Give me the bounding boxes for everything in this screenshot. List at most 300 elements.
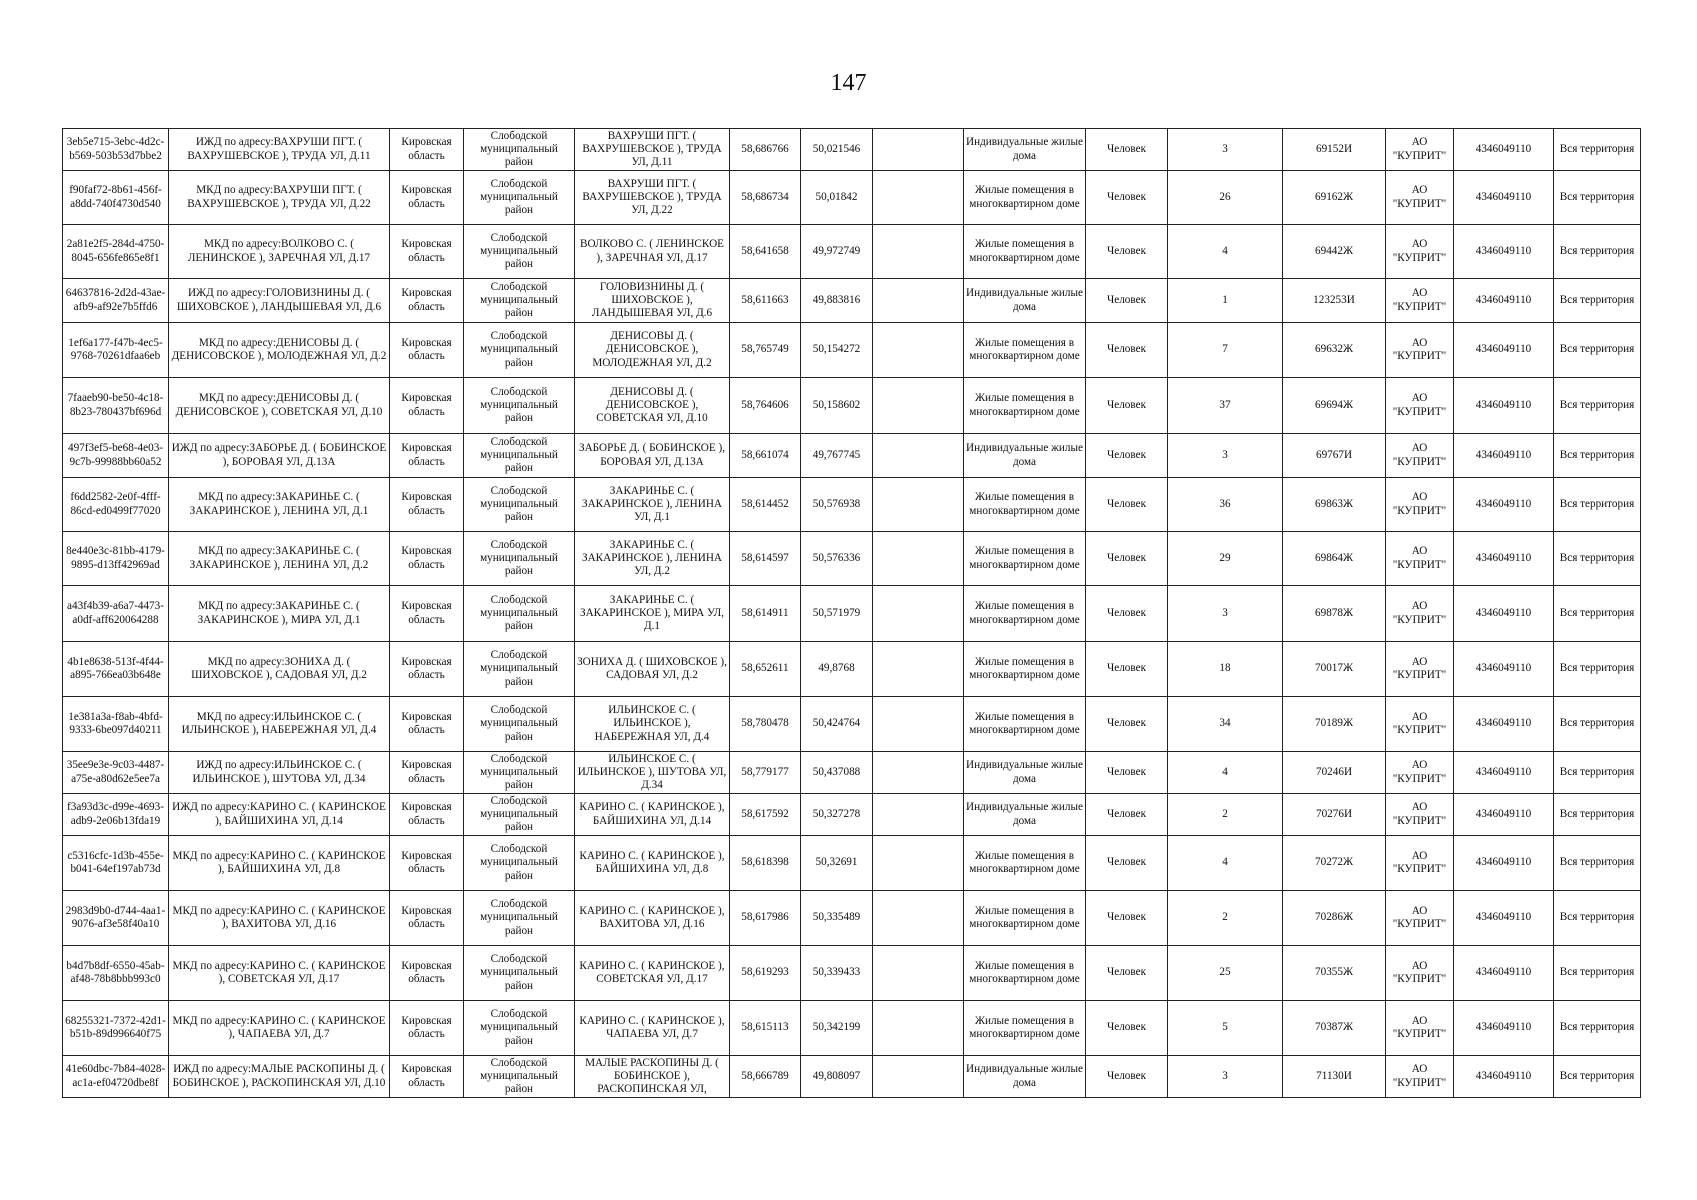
object-name-cell: МКД по адресу:КАРИНО С. ( КАРИНСКОЕ ), БАЙШИХИНА УЛ, Д.8 (169, 836, 390, 891)
district-cell: Слободской муниципальный район (464, 697, 575, 752)
district-cell: Слободской муниципальный район (464, 532, 575, 586)
region-cell: Кировская область (390, 434, 464, 478)
district-cell: Слободской муниципальный район (464, 434, 575, 478)
address-cell: ЗОНИХА Д. ( ШИХОВСКОЕ ), САДОВАЯ УЛ, Д.2 (575, 642, 730, 697)
longitude-cell: 49,883816 (801, 279, 873, 323)
organization-cell: АО "КУПРИТ" (1386, 478, 1454, 532)
longitude-cell: 50,01842 (801, 171, 873, 225)
address-cell: ГОЛОВИЗНИНЫ Д. ( ШИХОВСКОЕ ), ЛАНДЫШЕВАЯ УЛ, Д.6 (575, 279, 730, 323)
empty-cell-cell (873, 1001, 964, 1056)
inn-cell: 4346049110 (1454, 642, 1554, 697)
unit-cell: Человек (1086, 891, 1168, 946)
resident-count-cell: 2 (1168, 891, 1283, 946)
object-code-cell: 70286Ж (1283, 891, 1386, 946)
territory-cell: Вся территория (1554, 1001, 1641, 1056)
unit-cell: Человек (1086, 697, 1168, 752)
unit-cell: Человек (1086, 478, 1168, 532)
housing-type-cell: Индивидуальные жилые дома (964, 279, 1086, 323)
object-code-cell: 71130И (1283, 1056, 1386, 1098)
housing-type-cell: Жилые помещения в многоквартирном доме (964, 478, 1086, 532)
organization-cell: АО "КУПРИТ" (1386, 752, 1454, 794)
longitude-cell: 49,972749 (801, 225, 873, 279)
territory-cell: Вся территория (1554, 752, 1641, 794)
unit-cell: Человек (1086, 279, 1168, 323)
territory-cell: Вся территория (1554, 642, 1641, 697)
empty-cell-cell (873, 794, 964, 836)
object-code-cell: 69864Ж (1283, 532, 1386, 586)
row-id-cell: 8e440e3c-81bb-4179-9895-d13ff42969ad (63, 532, 169, 586)
inn-cell: 4346049110 (1454, 532, 1554, 586)
unit-cell: Человек (1086, 836, 1168, 891)
resident-count-cell: 37 (1168, 378, 1283, 434)
empty-cell-cell (873, 752, 964, 794)
inn-cell: 4346049110 (1454, 891, 1554, 946)
resident-count-cell: 3 (1168, 1056, 1283, 1098)
object-name-cell: МКД по адресу:КАРИНО С. ( КАРИНСКОЕ ), СОВЕТСКАЯ УЛ, Д.17 (169, 946, 390, 1001)
territory-cell: Вся территория (1554, 532, 1641, 586)
latitude-cell: 58,686766 (730, 129, 801, 171)
region-cell: Кировская область (390, 225, 464, 279)
housing-type-cell: Жилые помещения в многоквартирном доме (964, 323, 1086, 378)
unit-cell: Человек (1086, 171, 1168, 225)
longitude-cell: 50,437088 (801, 752, 873, 794)
longitude-cell: 50,342199 (801, 1001, 873, 1056)
object-name-cell: ИЖД по адресу:КАРИНО С. ( КАРИНСКОЕ ), БАЙШИХИНА УЛ, Д.14 (169, 794, 390, 836)
organization-cell: АО "КУПРИТ" (1386, 323, 1454, 378)
object-code-cell: 70017Ж (1283, 642, 1386, 697)
row-id-cell: 35ee9e3e-9c03-4487-a75e-a80d62e5ee7a (63, 752, 169, 794)
inn-cell: 4346049110 (1454, 586, 1554, 642)
organization-cell: АО "КУПРИТ" (1386, 836, 1454, 891)
district-cell: Слободской муниципальный район (464, 378, 575, 434)
object-code-cell: 70272Ж (1283, 836, 1386, 891)
latitude-cell: 58,617592 (730, 794, 801, 836)
resident-count-cell: 36 (1168, 478, 1283, 532)
housing-type-cell: Жилые помещения в многоквартирном доме (964, 378, 1086, 434)
unit-cell: Человек (1086, 1001, 1168, 1056)
address-cell: ВОЛКОВО С. ( ЛЕНИНСКОЕ ), ЗАРЕЧНАЯ УЛ, Д.17 (575, 225, 730, 279)
inn-cell: 4346049110 (1454, 279, 1554, 323)
table-row (63, 279, 1641, 323)
unit-cell: Человек (1086, 752, 1168, 794)
inn-cell: 4346049110 (1454, 378, 1554, 434)
latitude-cell: 58,765749 (730, 323, 801, 378)
housing-type-cell: Жилые помещения в многоквартирном доме (964, 642, 1086, 697)
row-id-cell: a43f4b39-a6a7-4473-a0df-aff620064288 (63, 586, 169, 642)
longitude-cell: 49,8768 (801, 642, 873, 697)
object-code-cell: 70387Ж (1283, 1001, 1386, 1056)
object-code-cell: 69863Ж (1283, 478, 1386, 532)
address-cell: КАРИНО С. ( КАРИНСКОЕ ), БАЙШИХИНА УЛ, Д.14 (575, 794, 730, 836)
district-cell: Слободской муниципальный район (464, 891, 575, 946)
object-code-cell: 70355Ж (1283, 946, 1386, 1001)
territory-cell: Вся территория (1554, 434, 1641, 478)
organization-cell: АО "КУПРИТ" (1386, 946, 1454, 1001)
row-id-cell: 4b1e8638-513f-4f44-a895-766ea03b648e (63, 642, 169, 697)
housing-type-cell: Индивидуальные жилые дома (964, 794, 1086, 836)
address-cell: КАРИНО С. ( КАРИНСКОЕ ), СОВЕТСКАЯ УЛ, Д.17 (575, 946, 730, 1001)
object-code-cell: 123253И (1283, 279, 1386, 323)
object-name-cell: МКД по адресу:ВАХРУШИ ПГТ. ( ВАХРУШЕВСКОЕ ), ТРУДА УЛ, Д.22 (169, 171, 390, 225)
unit-cell: Человек (1086, 794, 1168, 836)
territory-cell: Вся территория (1554, 225, 1641, 279)
region-cell: Кировская область (390, 378, 464, 434)
unit-cell: Человек (1086, 434, 1168, 478)
object-name-cell: ИЖД по адресу:ГОЛОВИЗНИНЫ Д. ( ШИХОВСКОЕ ), ЛАНДЫШЕВАЯ УЛ, Д.6 (169, 279, 390, 323)
row-id-cell: 497f3ef5-be68-4e03-9c7b-99988bb60a52 (63, 434, 169, 478)
row-id-cell: 3eb5e715-3ebc-4d2c-b569-503b53d7bbe2 (63, 129, 169, 171)
object-name-cell: ИЖД по адресу:ЗАБОРЬЕ Д. ( БОБИНСКОЕ ), БОРОВАЯ УЛ, Д.13А (169, 434, 390, 478)
address-cell: МАЛЫЕ РАСКОПИНЫ Д. ( БОБИНСКОЕ ), РАСКОПИНСКАЯ УЛ, (575, 1056, 730, 1098)
latitude-cell: 58,652611 (730, 642, 801, 697)
address-cell: ДЕНИСОВЫ Д. ( ДЕНИСОВСКОЕ ), СОВЕТСКАЯ УЛ, Д.10 (575, 378, 730, 434)
inn-cell: 4346049110 (1454, 946, 1554, 1001)
object-code-cell: 70189Ж (1283, 697, 1386, 752)
housing-type-cell: Индивидуальные жилые дома (964, 752, 1086, 794)
district-cell: Слободской муниципальный район (464, 478, 575, 532)
table-row (63, 697, 1641, 752)
longitude-cell: 50,154272 (801, 323, 873, 378)
organization-cell: АО "КУПРИТ" (1386, 1001, 1454, 1056)
region-cell: Кировская область (390, 586, 464, 642)
row-id-cell: 68255321-7372-42d1-b51b-89d996640f75 (63, 1001, 169, 1056)
object-code-cell: 70276И (1283, 794, 1386, 836)
unit-cell: Человек (1086, 129, 1168, 171)
unit-cell: Человек (1086, 642, 1168, 697)
inn-cell: 4346049110 (1454, 752, 1554, 794)
organization-cell: АО "КУПРИТ" (1386, 697, 1454, 752)
region-cell: Кировская область (390, 1001, 464, 1056)
longitude-cell: 49,808097 (801, 1056, 873, 1098)
resident-count-cell: 5 (1168, 1001, 1283, 1056)
housing-type-cell: Жилые помещения в многоквартирном доме (964, 225, 1086, 279)
table-row (63, 171, 1641, 225)
latitude-cell: 58,615113 (730, 1001, 801, 1056)
district-cell: Слободской муниципальный район (464, 642, 575, 697)
organization-cell: АО "КУПРИТ" (1386, 642, 1454, 697)
object-code-cell: 69878Ж (1283, 586, 1386, 642)
district-cell: Слободской муниципальный район (464, 836, 575, 891)
row-id-cell: 7faaeb90-be50-4c18-8b23-780437bf696d (63, 378, 169, 434)
address-cell: ЗАБОРЬЕ Д. ( БОБИНСКОЕ ), БОРОВАЯ УЛ, Д.13А (575, 434, 730, 478)
latitude-cell: 58,780478 (730, 697, 801, 752)
inn-cell: 4346049110 (1454, 225, 1554, 279)
latitude-cell: 58,666789 (730, 1056, 801, 1098)
table-row (63, 946, 1641, 1001)
empty-cell-cell (873, 478, 964, 532)
inn-cell: 4346049110 (1454, 478, 1554, 532)
address-cell: ЗАКАРИНЬЕ С. ( ЗАКАРИНСКОЕ ), ЛЕНИНА УЛ, Д.2 (575, 532, 730, 586)
object-name-cell: МКД по адресу:КАРИНО С. ( КАРИНСКОЕ ), ВАХИТОВА УЛ, Д.16 (169, 891, 390, 946)
organization-cell: АО "КУПРИТ" (1386, 794, 1454, 836)
table-row (63, 129, 1641, 171)
table-row (63, 532, 1641, 586)
inn-cell: 4346049110 (1454, 323, 1554, 378)
longitude-cell: 50,576336 (801, 532, 873, 586)
table-row (63, 794, 1641, 836)
latitude-cell: 58,779177 (730, 752, 801, 794)
object-name-cell: МКД по адресу:КАРИНО С. ( КАРИНСКОЕ ), ЧАПАЕВА УЛ, Д.7 (169, 1001, 390, 1056)
territory-cell: Вся территория (1554, 323, 1641, 378)
latitude-cell: 58,614452 (730, 478, 801, 532)
empty-cell-cell (873, 378, 964, 434)
longitude-cell: 50,327278 (801, 794, 873, 836)
table-row (63, 836, 1641, 891)
object-code-cell: 69152И (1283, 129, 1386, 171)
territory-cell: Вся территория (1554, 586, 1641, 642)
table-row (63, 642, 1641, 697)
latitude-cell: 58,641658 (730, 225, 801, 279)
table-row (63, 378, 1641, 434)
housing-type-cell: Жилые помещения в многоквартирном доме (964, 1001, 1086, 1056)
table-row (63, 478, 1641, 532)
unit-cell: Человек (1086, 323, 1168, 378)
inn-cell: 4346049110 (1454, 171, 1554, 225)
region-cell: Кировская область (390, 642, 464, 697)
resident-count-cell: 4 (1168, 225, 1283, 279)
territory-cell: Вся территория (1554, 129, 1641, 171)
row-id-cell: 64637816-2d2d-43ae-afb9-af92e7b5ffd6 (63, 279, 169, 323)
unit-cell: Человек (1086, 225, 1168, 279)
district-cell: Слободской муниципальный район (464, 1056, 575, 1098)
district-cell: Слободской муниципальный район (464, 794, 575, 836)
territory-cell: Вся территория (1554, 279, 1641, 323)
object-name-cell: МКД по адресу:ДЕНИСОВЫ Д. ( ДЕНИСОВСКОЕ ), МОЛОДЕЖНАЯ УЛ, Д.2 (169, 323, 390, 378)
organization-cell: АО "КУПРИТ" (1386, 1056, 1454, 1098)
region-cell: Кировская область (390, 946, 464, 1001)
latitude-cell: 58,614597 (730, 532, 801, 586)
housing-type-cell: Индивидуальные жилые дома (964, 1056, 1086, 1098)
registry-body (63, 129, 1641, 1098)
inn-cell: 4346049110 (1454, 129, 1554, 171)
territory-cell: Вся территория (1554, 697, 1641, 752)
longitude-cell: 50,32691 (801, 836, 873, 891)
unit-cell: Человек (1086, 378, 1168, 434)
resident-count-cell: 26 (1168, 171, 1283, 225)
housing-type-cell: Жилые помещения в многоквартирном доме (964, 532, 1086, 586)
longitude-cell: 50,158602 (801, 378, 873, 434)
territory-cell: Вся территория (1554, 478, 1641, 532)
organization-cell: АО "КУПРИТ" (1386, 129, 1454, 171)
housing-type-cell: Жилые помещения в многоквартирном доме (964, 946, 1086, 1001)
housing-type-cell: Жилые помещения в многоквартирном доме (964, 697, 1086, 752)
row-id-cell: 2a81e2f5-284d-4750-8045-656fe865e8f1 (63, 225, 169, 279)
housing-type-cell: Жилые помещения в многоквартирном доме (964, 836, 1086, 891)
latitude-cell: 58,611663 (730, 279, 801, 323)
territory-cell: Вся территория (1554, 836, 1641, 891)
registry-table (62, 128, 1641, 1098)
unit-cell: Человек (1086, 946, 1168, 1001)
resident-count-cell: 2 (1168, 794, 1283, 836)
resident-count-cell: 34 (1168, 697, 1283, 752)
address-cell: КАРИНО С. ( КАРИНСКОЕ ), ЧАПАЕВА УЛ, Д.7 (575, 1001, 730, 1056)
region-cell: Кировская область (390, 478, 464, 532)
table-row (63, 323, 1641, 378)
empty-cell-cell (873, 642, 964, 697)
object-name-cell: МКД по адресу:ЗАКАРИНЬЕ С. ( ЗАКАРИНСКОЕ ), ЛЕНИНА УЛ, Д.2 (169, 532, 390, 586)
latitude-cell: 58,661074 (730, 434, 801, 478)
row-id-cell: 2983d9b0-d744-4aa1-9076-af3e58f40a10 (63, 891, 169, 946)
inn-cell: 4346049110 (1454, 697, 1554, 752)
resident-count-cell: 3 (1168, 129, 1283, 171)
empty-cell-cell (873, 586, 964, 642)
address-cell: ЗАКАРИНЬЕ С. ( ЗАКАРИНСКОЕ ), ЛЕНИНА УЛ, Д.1 (575, 478, 730, 532)
empty-cell-cell (873, 171, 964, 225)
object-name-cell: МКД по адресу:ЗАКАРИНЬЕ С. ( ЗАКАРИНСКОЕ ), МИРА УЛ, Д.1 (169, 586, 390, 642)
resident-count-cell: 3 (1168, 586, 1283, 642)
table-row (63, 1056, 1641, 1098)
unit-cell: Человек (1086, 586, 1168, 642)
object-name-cell: МКД по адресу:ЗАКАРИНЬЕ С. ( ЗАКАРИНСКОЕ ), ЛЕНИНА УЛ, Д.1 (169, 478, 390, 532)
table-row (63, 891, 1641, 946)
unit-cell: Человек (1086, 532, 1168, 586)
latitude-cell: 58,614911 (730, 586, 801, 642)
organization-cell: АО "КУПРИТ" (1386, 532, 1454, 586)
address-cell: ВАХРУШИ ПГТ. ( ВАХРУШЕВСКОЕ ), ТРУДА УЛ, Д.11 (575, 129, 730, 171)
empty-cell-cell (873, 946, 964, 1001)
district-cell: Слободской муниципальный район (464, 279, 575, 323)
row-id-cell: 1ef6a177-f47b-4ec5-9768-70261dfaa6eb (63, 323, 169, 378)
row-id-cell: f90faf72-8b61-456f-a8dd-740f4730d540 (63, 171, 169, 225)
empty-cell-cell (873, 434, 964, 478)
longitude-cell: 50,424764 (801, 697, 873, 752)
region-cell: Кировская область (390, 891, 464, 946)
district-cell: Слободской муниципальный район (464, 225, 575, 279)
region-cell: Кировская область (390, 794, 464, 836)
object-name-cell: МКД по адресу:ВОЛКОВО С. ( ЛЕНИНСКОЕ ), ЗАРЕЧНАЯ УЛ, Д.17 (169, 225, 390, 279)
address-cell: ИЛЬИНСКОЕ С. ( ИЛЬИНСКОЕ ), ШУТОВА УЛ, Д.34 (575, 752, 730, 794)
organization-cell: АО "КУПРИТ" (1386, 434, 1454, 478)
resident-count-cell: 4 (1168, 752, 1283, 794)
region-cell: Кировская область (390, 323, 464, 378)
housing-type-cell: Индивидуальные жилые дома (964, 434, 1086, 478)
object-name-cell: МКД по адресу:ЗОНИХА Д. ( ШИХОВСКОЕ ), САДОВАЯ УЛ, Д.2 (169, 642, 390, 697)
object-name-cell: МКД по адресу:ИЛЬИНСКОЕ С. ( ИЛЬИНСКОЕ ), НАБЕРЕЖНАЯ УЛ, Д.4 (169, 697, 390, 752)
unit-cell: Человек (1086, 1056, 1168, 1098)
longitude-cell: 49,767745 (801, 434, 873, 478)
object-name-cell: ИЖД по адресу:МАЛЫЕ РАСКОПИНЫ Д. ( БОБИНСКОЕ ), РАСКОПИНСКАЯ УЛ, Д.10 (169, 1056, 390, 1098)
table-row (63, 1001, 1641, 1056)
object-code-cell: 69632Ж (1283, 323, 1386, 378)
row-id-cell: b4d7b8df-6550-45ab-af48-78b8bbb993c0 (63, 946, 169, 1001)
territory-cell: Вся территория (1554, 891, 1641, 946)
district-cell: Слободской муниципальный район (464, 171, 575, 225)
region-cell: Кировская область (390, 532, 464, 586)
housing-type-cell: Жилые помещения в многоквартирном доме (964, 586, 1086, 642)
inn-cell: 4346049110 (1454, 434, 1554, 478)
territory-cell: Вся территория (1554, 794, 1641, 836)
table-row (63, 434, 1641, 478)
object-name-cell: ИЖД по адресу:ВАХРУШИ ПГТ. ( ВАХРУШЕВСКОЕ ), ТРУДА УЛ, Д.11 (169, 129, 390, 171)
empty-cell-cell (873, 697, 964, 752)
district-cell: Слободской муниципальный район (464, 586, 575, 642)
region-cell: Кировская область (390, 129, 464, 171)
resident-count-cell: 25 (1168, 946, 1283, 1001)
organization-cell: АО "КУПРИТ" (1386, 171, 1454, 225)
region-cell: Кировская область (390, 1056, 464, 1098)
resident-count-cell: 7 (1168, 323, 1283, 378)
table-row (63, 225, 1641, 279)
table-row (63, 752, 1641, 794)
object-code-cell: 69162Ж (1283, 171, 1386, 225)
region-cell: Кировская область (390, 697, 464, 752)
latitude-cell: 58,618398 (730, 836, 801, 891)
object-code-cell: 70246И (1283, 752, 1386, 794)
table-row (63, 586, 1641, 642)
empty-cell-cell (873, 1056, 964, 1098)
organization-cell: АО "КУПРИТ" (1386, 225, 1454, 279)
housing-type-cell: Жилые помещения в многоквартирном доме (964, 171, 1086, 225)
organization-cell: АО "КУПРИТ" (1386, 378, 1454, 434)
territory-cell: Вся территория (1554, 378, 1641, 434)
resident-count-cell: 1 (1168, 279, 1283, 323)
latitude-cell: 58,619293 (730, 946, 801, 1001)
resident-count-cell: 29 (1168, 532, 1283, 586)
empty-cell-cell (873, 279, 964, 323)
region-cell: Кировская область (390, 752, 464, 794)
empty-cell-cell (873, 129, 964, 171)
region-cell: Кировская область (390, 171, 464, 225)
territory-cell: Вся территория (1554, 1056, 1641, 1098)
district-cell: Слободской муниципальный район (464, 323, 575, 378)
organization-cell: АО "КУПРИТ" (1386, 279, 1454, 323)
district-cell: Слободской муниципальный район (464, 946, 575, 1001)
row-id-cell: 1e381a3a-f8ab-4bfd-9333-6be097d40211 (63, 697, 169, 752)
housing-type-cell: Индивидуальные жилые дома (964, 129, 1086, 171)
longitude-cell: 50,335489 (801, 891, 873, 946)
empty-cell-cell (873, 836, 964, 891)
address-cell: ДЕНИСОВЫ Д. ( ДЕНИСОВСКОЕ ), МОЛОДЕЖНАЯ УЛ, Д.2 (575, 323, 730, 378)
address-cell: ИЛЬИНСКОЕ С. ( ИЛЬИНСКОЕ ), НАБЕРЕЖНАЯ УЛ, Д.4 (575, 697, 730, 752)
row-id-cell: f6dd2582-2e0f-4fff-86cd-ed0499f77020 (63, 478, 169, 532)
territory-cell: Вся территория (1554, 171, 1641, 225)
longitude-cell: 50,576938 (801, 478, 873, 532)
object-name-cell: МКД по адресу:ДЕНИСОВЫ Д. ( ДЕНИСОВСКОЕ ), СОВЕТСКАЯ УЛ, Д.10 (169, 378, 390, 434)
resident-count-cell: 4 (1168, 836, 1283, 891)
longitude-cell: 50,021546 (801, 129, 873, 171)
address-cell: КАРИНО С. ( КАРИНСКОЕ ), ВАХИТОВА УЛ, Д.16 (575, 891, 730, 946)
row-id-cell: f3a93d3c-d99e-4693-adb9-2e06b13fda19 (63, 794, 169, 836)
object-code-cell: 69442Ж (1283, 225, 1386, 279)
latitude-cell: 58,764606 (730, 378, 801, 434)
page-number: 147 (830, 70, 867, 96)
row-id-cell: c5316cfc-1d3b-455e-b041-64ef197ab73d (63, 836, 169, 891)
object-name-cell: ИЖД по адресу:ИЛЬИНСКОЕ С. ( ИЛЬИНСКОЕ ), ШУТОВА УЛ, Д.34 (169, 752, 390, 794)
longitude-cell: 50,571979 (801, 586, 873, 642)
inn-cell: 4346049110 (1454, 1001, 1554, 1056)
object-code-cell: 69694Ж (1283, 378, 1386, 434)
housing-type-cell: Жилые помещения в многоквартирном доме (964, 891, 1086, 946)
empty-cell-cell (873, 891, 964, 946)
latitude-cell: 58,686734 (730, 171, 801, 225)
resident-count-cell: 3 (1168, 434, 1283, 478)
organization-cell: АО "КУПРИТ" (1386, 586, 1454, 642)
district-cell: Слободской муниципальный район (464, 129, 575, 171)
inn-cell: 4346049110 (1454, 836, 1554, 891)
address-cell: ЗАКАРИНЬЕ С. ( ЗАКАРИНСКОЕ ), МИРА УЛ, Д.1 (575, 586, 730, 642)
region-cell: Кировская область (390, 836, 464, 891)
district-cell: Слободской муниципальный район (464, 752, 575, 794)
inn-cell: 4346049110 (1454, 794, 1554, 836)
empty-cell-cell (873, 532, 964, 586)
empty-cell-cell (873, 225, 964, 279)
resident-count-cell: 18 (1168, 642, 1283, 697)
address-cell: ВАХРУШИ ПГТ. ( ВАХРУШЕВСКОЕ ), ТРУДА УЛ, Д.22 (575, 171, 730, 225)
territory-cell: Вся территория (1554, 946, 1641, 1001)
longitude-cell: 50,339433 (801, 946, 873, 1001)
inn-cell: 4346049110 (1454, 1056, 1554, 1098)
region-cell: Кировская область (390, 279, 464, 323)
